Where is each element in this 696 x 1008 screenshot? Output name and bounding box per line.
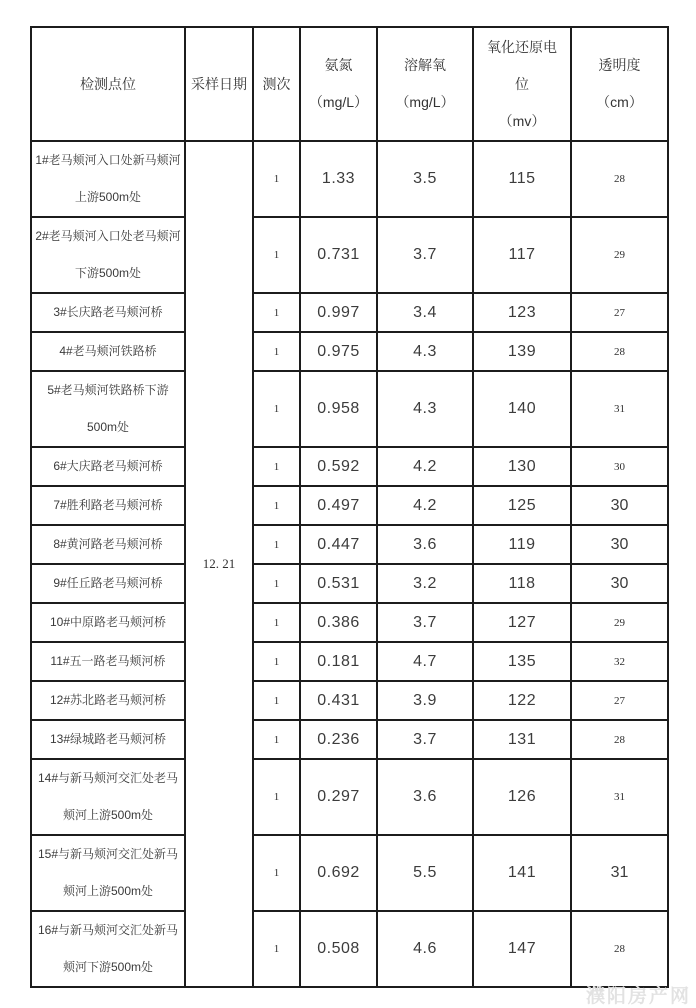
table-row-15 bbox=[31, 835, 668, 911]
site-cell: 12#苏北路老马颊河桥 bbox=[31, 681, 185, 720]
cycle-cell: 1 bbox=[253, 603, 300, 642]
ammonia-nitrogen-cell: 0.297 bbox=[300, 759, 377, 835]
header-transparency bbox=[571, 27, 668, 141]
dissolved-oxygen-cell: 4.2 bbox=[377, 486, 473, 525]
transparency-cell: 28 bbox=[571, 141, 668, 217]
cycle-cell: 1 bbox=[253, 217, 300, 293]
table-row-9 bbox=[31, 564, 668, 603]
redox-potential-cell: 140 bbox=[473, 371, 571, 447]
site-cell: 3#长庆路老马颊河桥 bbox=[31, 293, 185, 332]
ammonia-nitrogen-cell: 0.236 bbox=[300, 720, 377, 759]
transparency-cell: 31 bbox=[571, 759, 668, 835]
header-transparency-label: 透明度 bbox=[598, 57, 641, 73]
ammonia-nitrogen-cell: 0.431 bbox=[300, 681, 377, 720]
ammonia-nitrogen-cell: 0.531 bbox=[300, 564, 377, 603]
ammonia-nitrogen-cell: 1.33 bbox=[300, 141, 377, 217]
redox-potential-cell: 141 bbox=[473, 835, 571, 911]
dissolved-oxygen-cell: 4.3 bbox=[377, 371, 473, 447]
cycle-cell: 1 bbox=[253, 835, 300, 911]
ammonia-nitrogen-cell: 0.592 bbox=[300, 447, 377, 486]
table-row-1 bbox=[31, 141, 668, 217]
table-row-4 bbox=[31, 332, 668, 371]
table-row-12 bbox=[31, 681, 668, 720]
header-redox-potential-unit: （mv） bbox=[498, 112, 546, 129]
cycle-cell: 1 bbox=[253, 293, 300, 332]
table-row-10 bbox=[31, 603, 668, 642]
redox-potential-cell: 115 bbox=[473, 141, 571, 217]
header-row bbox=[31, 27, 668, 141]
ammonia-nitrogen-cell: 0.508 bbox=[300, 911, 377, 987]
header-cycle-label: 测次 bbox=[262, 75, 291, 92]
cycle-cell: 1 bbox=[253, 141, 300, 217]
redox-potential-cell: 117 bbox=[473, 217, 571, 293]
site-cell: 5#老马颊河铁路桥下游500m处 bbox=[31, 371, 185, 447]
header-ammonia-nitrogen-label: 氨氮 bbox=[324, 57, 353, 73]
table-row-8 bbox=[31, 525, 668, 564]
ammonia-nitrogen-cell: 0.386 bbox=[300, 603, 377, 642]
redox-potential-cell: 147 bbox=[473, 911, 571, 987]
sampling-date-cell: 12. 21 bbox=[185, 141, 253, 987]
redox-potential-cell: 126 bbox=[473, 759, 571, 835]
header-site-label: 检测点位 bbox=[80, 75, 136, 92]
dissolved-oxygen-cell: 3.5 bbox=[377, 141, 473, 217]
cycle-cell: 1 bbox=[253, 525, 300, 564]
cycle-cell: 1 bbox=[253, 911, 300, 987]
table-row-14 bbox=[31, 759, 668, 835]
transparency-cell: 28 bbox=[571, 332, 668, 371]
transparency-cell: 29 bbox=[571, 217, 668, 293]
site-cell: 8#黄河路老马颊河桥 bbox=[31, 525, 185, 564]
redox-potential-cell: 122 bbox=[473, 681, 571, 720]
site-cell: 7#胜利路老马颊河桥 bbox=[31, 486, 185, 525]
dissolved-oxygen-cell: 4.6 bbox=[377, 911, 473, 987]
cycle-cell: 1 bbox=[253, 486, 300, 525]
table-row-6 bbox=[31, 447, 668, 486]
ammonia-nitrogen-cell: 0.975 bbox=[300, 332, 377, 371]
transparency-cell: 28 bbox=[571, 720, 668, 759]
header-ammonia-nitrogen bbox=[300, 27, 377, 141]
dissolved-oxygen-cell: 5.5 bbox=[377, 835, 473, 911]
site-cell: 9#任丘路老马颊河桥 bbox=[31, 564, 185, 603]
site-cell: 4#老马颊河铁路桥 bbox=[31, 332, 185, 371]
header-dissolved-oxygen-label: 溶解氧 bbox=[404, 57, 446, 73]
cycle-cell: 1 bbox=[253, 681, 300, 720]
dissolved-oxygen-cell: 4.3 bbox=[377, 332, 473, 371]
site-cell: 11#五一路老马颊河桥 bbox=[31, 642, 185, 681]
transparency-cell: 30 bbox=[571, 486, 668, 525]
redox-potential-cell: 123 bbox=[473, 293, 571, 332]
ammonia-nitrogen-cell: 0.181 bbox=[300, 642, 377, 681]
watermark: 濮阳房产网 bbox=[585, 986, 691, 1007]
table-body bbox=[31, 141, 668, 987]
ammonia-nitrogen-cell: 0.497 bbox=[300, 486, 377, 525]
site-cell: 13#绿城路老马颊河桥 bbox=[31, 720, 185, 759]
transparency-cell: 29 bbox=[571, 603, 668, 642]
ammonia-nitrogen-cell: 0.997 bbox=[300, 293, 377, 332]
cycle-cell: 1 bbox=[253, 720, 300, 759]
site-cell: 6#大庆路老马颊河桥 bbox=[31, 447, 185, 486]
redox-potential-cell: 119 bbox=[473, 525, 571, 564]
cycle-cell: 1 bbox=[253, 564, 300, 603]
cycle-cell: 1 bbox=[253, 642, 300, 681]
redox-potential-cell: 127 bbox=[473, 603, 571, 642]
table-row-11 bbox=[31, 642, 668, 681]
dissolved-oxygen-cell: 3.2 bbox=[377, 564, 473, 603]
table-row-5 bbox=[31, 371, 668, 447]
cycle-cell: 1 bbox=[253, 332, 300, 371]
dissolved-oxygen-cell: 3.4 bbox=[377, 293, 473, 332]
table-row-16 bbox=[31, 911, 668, 987]
dissolved-oxygen-cell: 4.2 bbox=[377, 447, 473, 486]
redox-potential-cell: 118 bbox=[473, 564, 571, 603]
header-dissolved-oxygen bbox=[377, 27, 473, 141]
header-ammonia-nitrogen-unit: （mg/L） bbox=[308, 94, 369, 110]
site-cell: 10#中原路老马颊河桥 bbox=[31, 603, 185, 642]
dissolved-oxygen-cell: 3.9 bbox=[377, 681, 473, 720]
redox-potential-cell: 135 bbox=[473, 642, 571, 681]
header-cycle bbox=[253, 27, 300, 141]
redox-potential-cell: 125 bbox=[473, 486, 571, 525]
cycle-cell: 1 bbox=[253, 759, 300, 835]
ammonia-nitrogen-cell: 0.731 bbox=[300, 217, 377, 293]
ammonia-nitrogen-cell: 0.447 bbox=[300, 525, 377, 564]
header-site bbox=[31, 27, 185, 141]
site-cell: 2#老马颊河入口处老马颊河下游500m处 bbox=[31, 217, 185, 293]
redox-potential-cell: 131 bbox=[473, 720, 571, 759]
header-redox-potential bbox=[473, 27, 571, 141]
redox-potential-cell: 139 bbox=[473, 332, 571, 371]
site-cell: 14#与新马颊河交汇处老马颊河上游500m处 bbox=[31, 759, 185, 835]
ammonia-nitrogen-cell: 0.692 bbox=[300, 835, 377, 911]
transparency-cell: 31 bbox=[571, 835, 668, 911]
transparency-cell: 31 bbox=[571, 371, 668, 447]
dissolved-oxygen-cell: 3.7 bbox=[377, 603, 473, 642]
dissolved-oxygen-cell: 4.7 bbox=[377, 642, 473, 681]
table-row-7 bbox=[31, 486, 668, 525]
transparency-cell: 32 bbox=[571, 642, 668, 681]
ammonia-nitrogen-cell: 0.958 bbox=[300, 371, 377, 447]
dissolved-oxygen-cell: 3.7 bbox=[377, 217, 473, 293]
header-dissolved-oxygen-unit: （mg/L） bbox=[395, 94, 455, 110]
site-cell: 1#老马颊河入口处新马颊河上游500m处 bbox=[31, 141, 185, 217]
dissolved-oxygen-cell: 3.6 bbox=[377, 759, 473, 835]
cycle-cell: 1 bbox=[253, 371, 300, 447]
site-cell: 16#与新马颊河交汇处新马颊河下游500m处 bbox=[31, 911, 185, 987]
transparency-cell: 30 bbox=[571, 525, 668, 564]
site-cell: 15#与新马颊河交汇处新马颊河上游500m处 bbox=[31, 835, 185, 911]
table-row-13 bbox=[31, 720, 668, 759]
header-sampling-date bbox=[185, 27, 253, 141]
water-quality-table bbox=[30, 26, 669, 988]
transparency-cell: 28 bbox=[571, 911, 668, 987]
header-redox-potential-label: 氧化还原电位 bbox=[487, 38, 557, 92]
transparency-cell: 30 bbox=[571, 564, 668, 603]
cycle-cell: 1 bbox=[253, 447, 300, 486]
table-row-3 bbox=[31, 293, 668, 332]
header-sampling-date-label: 采样日期 bbox=[191, 75, 247, 92]
transparency-cell: 27 bbox=[571, 293, 668, 332]
dissolved-oxygen-cell: 3.7 bbox=[377, 720, 473, 759]
dissolved-oxygen-cell: 3.6 bbox=[377, 525, 473, 564]
table-row-2 bbox=[31, 217, 668, 293]
redox-potential-cell: 130 bbox=[473, 447, 571, 486]
transparency-cell: 27 bbox=[571, 681, 668, 720]
header-transparency-unit: （cm） bbox=[596, 94, 643, 110]
transparency-cell: 30 bbox=[571, 447, 668, 486]
